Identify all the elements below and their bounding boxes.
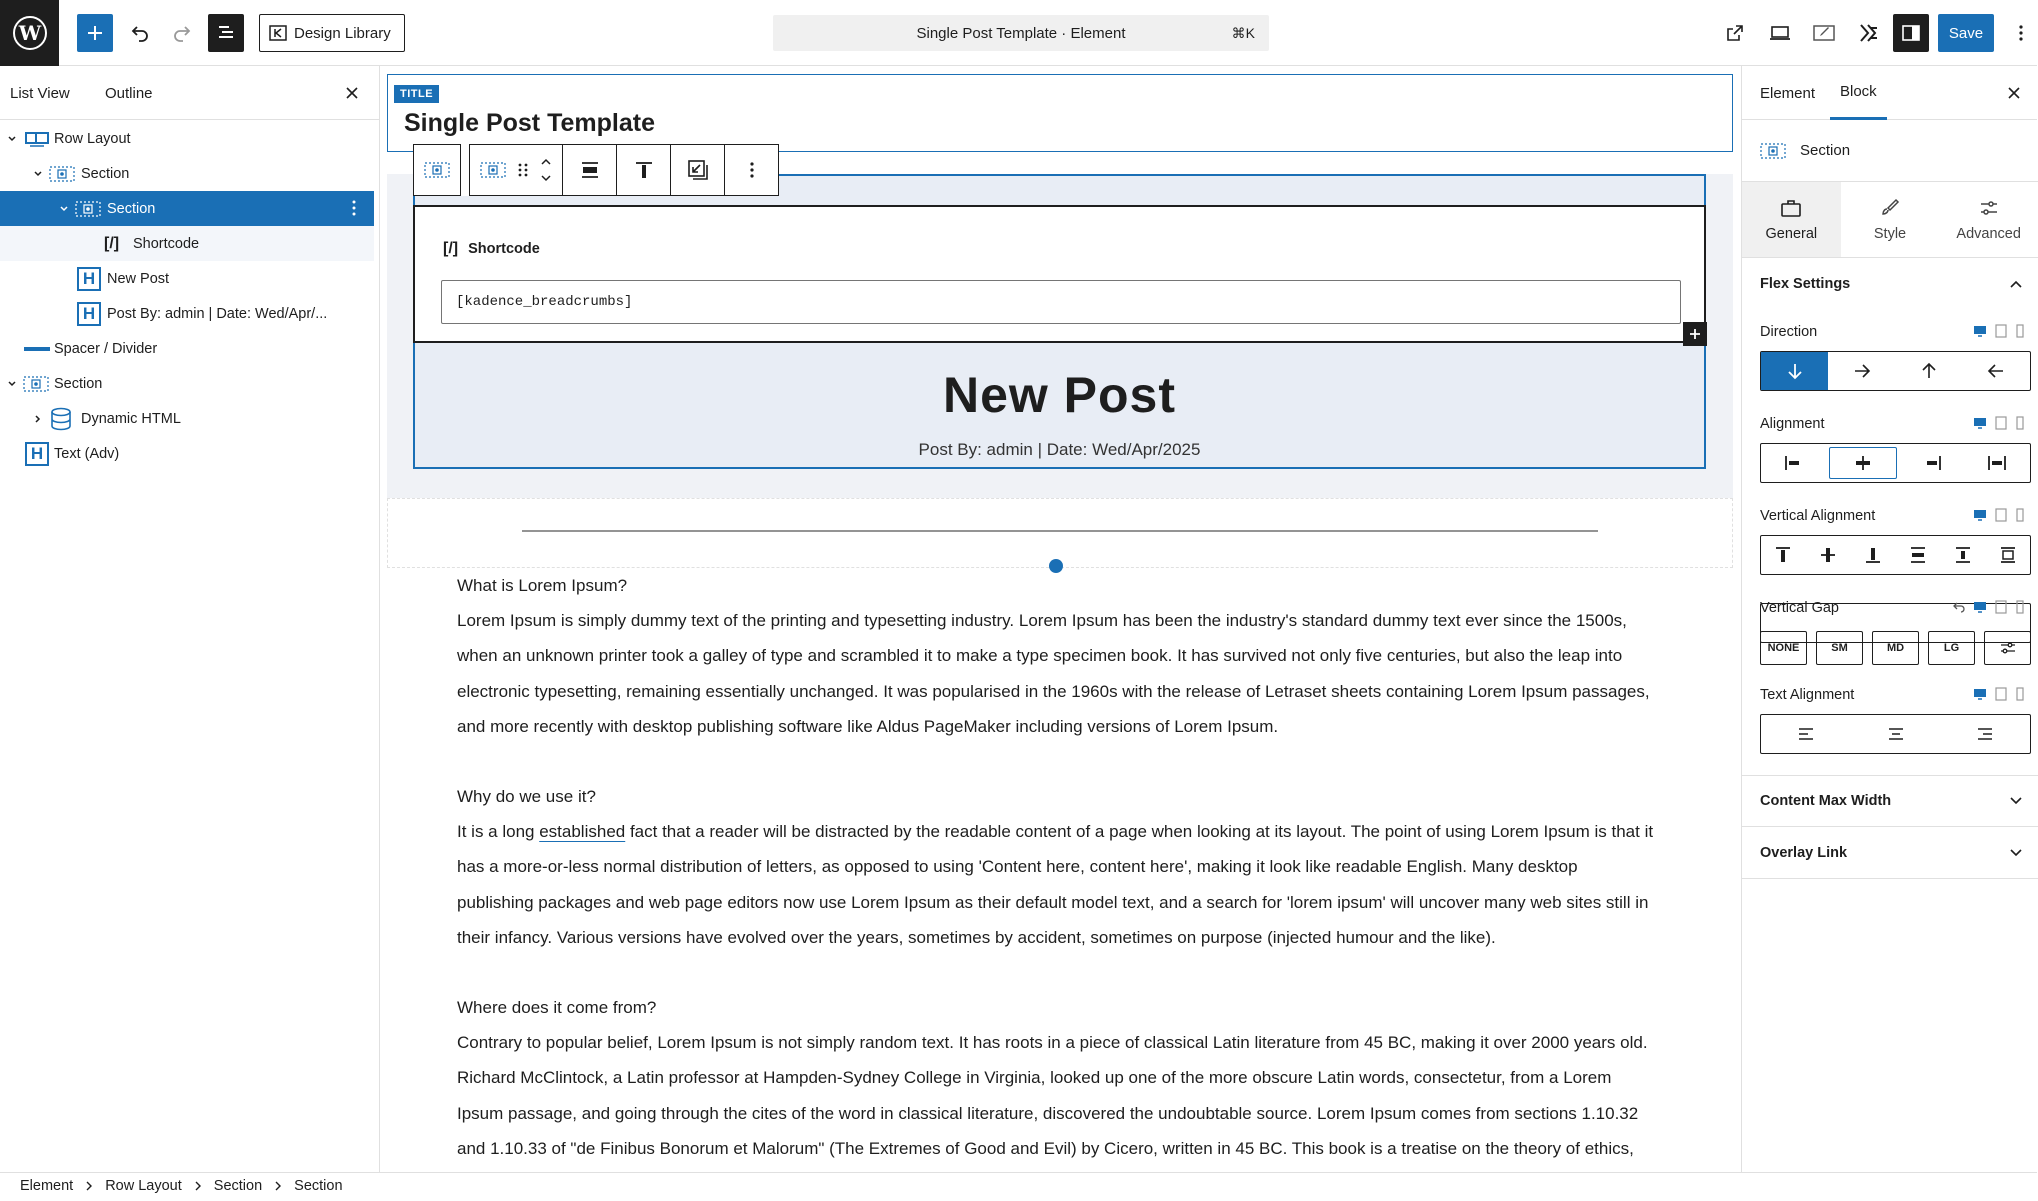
shortcode-block[interactable] xyxy=(413,205,1706,343)
gap-sm-button[interactable]: SM xyxy=(1816,631,1863,665)
block-switcher-group[interactable] xyxy=(469,144,563,196)
close-icon[interactable] xyxy=(2001,80,2027,106)
chevron-up-icon xyxy=(2010,280,2022,288)
select-parent-button[interactable] xyxy=(413,144,461,196)
block-options-icon[interactable] xyxy=(352,199,356,221)
overlay-link-header[interactable]: Overlay Link xyxy=(1742,827,2038,879)
toolbox-icon xyxy=(1780,198,1802,218)
wordpress-logo-icon[interactable] xyxy=(0,0,59,66)
shortcode-icon: [/] xyxy=(104,234,120,252)
tree-item-label: Dynamic HTML xyxy=(81,410,181,427)
breadcrumb-item[interactable]: Row Layout xyxy=(105,1177,182,1194)
tree-item-shortcode[interactable] xyxy=(0,226,374,261)
edit-screen-icon[interactable] xyxy=(1806,14,1842,52)
text-align-center-button[interactable] xyxy=(1851,715,1941,753)
direction-horizontal-button[interactable] xyxy=(1828,352,1895,390)
direction-vertical-reverse-button[interactable] xyxy=(1896,352,1963,390)
drag-handle-icon[interactable] xyxy=(518,162,528,178)
tab-element[interactable]: Element xyxy=(1760,84,1816,102)
content-max-width-header[interactable]: Content Max Width xyxy=(1742,775,2038,827)
tablet-icon[interactable] xyxy=(1995,416,2007,430)
desktop-icon[interactable] xyxy=(1973,687,1987,701)
divider-line xyxy=(522,530,1598,532)
breadcrumb-item[interactable]: Element xyxy=(20,1177,74,1194)
heading-icon: H xyxy=(77,302,101,326)
content-paragraph: Contrary to popular belief, Lorem Ipsum is not simply random text. It has roots in a piece of classical Latin literature from 45 BC, making it over 2000 years old. Richard McClintock, a Latin professor at Hampden-Sydney College in Virginia, looked up one of the more obscure Latin words, consectetur, from a Lorem Ipsum passage, and going through the cites of the word in classical literature, discovered the undoubtable source. Lorem Ipsum comes from sections 1.10.32 and 1.10.33 of "de Finibus Bonorum et Malorum" (The Extremes of Good and Evil) by Cicero, written in 45 BC. This book is a treatise on the theory of ethics, xyxy=(457,1033,1648,1158)
mobile-icon[interactable] xyxy=(2015,508,2025,522)
tree-item-label: Text (Adv) xyxy=(54,445,120,462)
tree-item-section-2[interactable] xyxy=(0,366,374,401)
text-alignment-label: Text Alignment xyxy=(1760,687,1855,703)
post-meta-heading[interactable]: Post By: admin | Date: Wed/Apr/2025 xyxy=(918,440,1201,459)
tree-item-label: Spacer / Divider xyxy=(54,340,158,357)
mobile-icon[interactable] xyxy=(2015,687,2025,701)
tree-item-label: Section xyxy=(107,200,156,217)
align-stretch-button[interactable] xyxy=(1965,444,2030,482)
shortcode-header xyxy=(443,240,540,258)
document-overview-button[interactable] xyxy=(208,14,244,52)
block-options-button[interactable] xyxy=(725,144,779,196)
copy-styles-toolbar-button[interactable] xyxy=(671,144,725,196)
tree-item-label: Post By: admin | Date: Wed/Apr/... xyxy=(107,305,328,322)
gap-none-button[interactable]: NONE xyxy=(1760,631,1807,665)
tree-item-dynamic-html[interactable] xyxy=(0,401,374,436)
top-toolbar xyxy=(0,0,2037,66)
paintbrush-icon xyxy=(1880,198,1900,218)
desktop-icon[interactable] xyxy=(1973,416,1987,430)
content-heading: Where does it come from? xyxy=(457,998,657,1018)
tree-item-spacer-divider[interactable] xyxy=(0,331,374,366)
justify-toolbar-button[interactable] xyxy=(563,144,617,196)
view-post-external-icon[interactable] xyxy=(1717,14,1753,52)
heading-icon: H xyxy=(77,267,101,291)
align-center-button[interactable] xyxy=(1829,447,1896,479)
section-icon xyxy=(23,372,49,396)
vertical-alignment-label: Vertical Alignment xyxy=(1760,508,1876,524)
sliders-icon xyxy=(2000,641,2016,655)
tablet-icon[interactable] xyxy=(1995,600,2007,614)
valign-top-button[interactable] xyxy=(1761,536,1806,574)
align-right-button[interactable] xyxy=(1900,444,1965,482)
tree-item-label: Section xyxy=(54,375,103,392)
add-block-inline-button[interactable] xyxy=(1683,322,1707,346)
tab-outline[interactable]: Outline xyxy=(105,84,153,102)
mobile-icon[interactable] xyxy=(2015,416,2025,430)
shortcode-label: Shortcode xyxy=(468,241,540,257)
post-title-heading[interactable]: New Post xyxy=(942,367,1177,423)
chevron-right-icon xyxy=(194,1181,202,1191)
chevron-right-icon xyxy=(274,1181,282,1191)
direction-label: Direction xyxy=(1760,324,1818,340)
direction-vertical-button[interactable] xyxy=(1761,352,1828,390)
desktop-icon[interactable] xyxy=(1973,324,1987,338)
dynamic-html-content[interactable] xyxy=(457,568,1657,1201)
tree-item-label: Section xyxy=(81,165,130,182)
alignment-control xyxy=(1760,443,2031,483)
responsive-device-icons xyxy=(1973,508,2025,522)
move-up-down-icon[interactable] xyxy=(540,156,552,184)
divider-icon xyxy=(24,337,50,361)
mobile-icon[interactable] xyxy=(2015,324,2025,338)
content-paragraph: Lorem Ipsum is simply dummy text of the printing and typesetting industry. Lorem Ipsum has been the industry's standard dummy text ever since the 1500s, when an unknown printer took a galley of type and scrambled it to make a type specimen book. It has survived not only five centuries, but also the leap into electronic typesetting, remaining essentially unchanged. It was popularised in the 1960s with the release of Letraset sheets containing Lorem Ipsum passages, and more recently with desktop publishing software like Aldus PageMaker including versions of Lorem Ipsum. xyxy=(457,611,1650,736)
reset-icon[interactable] xyxy=(1953,601,1965,613)
design-library-label: Design Library xyxy=(294,24,391,42)
title-badge: TITLE xyxy=(394,85,439,103)
section-icon xyxy=(75,197,101,221)
chevron-down-icon[interactable] xyxy=(5,132,19,146)
shortcode-input[interactable]: [kadence_breadcrumbs] xyxy=(441,280,1681,324)
text-align-left-button[interactable] xyxy=(1761,715,1851,753)
section-icon xyxy=(1760,143,1786,159)
chevron-down-icon xyxy=(2010,849,2022,857)
responsive-device-icons xyxy=(1973,324,2025,338)
command-bar-shortcut: ⌘K xyxy=(1231,24,1255,41)
tree-item-section-selected[interactable] xyxy=(0,191,374,226)
tree-item-label: Shortcode xyxy=(133,235,200,252)
vertical-align-toolbar-button[interactable] xyxy=(617,144,671,196)
responsive-device-icons xyxy=(1953,600,2025,614)
flex-settings-header[interactable]: Flex Settings xyxy=(1742,258,2038,310)
gap-md-button[interactable]: MD xyxy=(1872,631,1919,665)
tablet-icon[interactable] xyxy=(1995,324,2007,338)
valign-space-around-button[interactable] xyxy=(1940,536,1985,574)
content-paragraph: It is a long established fact that a reader will be distracted by the readable content of a page when looking at its layout. The point of using Lorem Ipsum is that it has a more-or-less normal distribution of letters, as opposed to using 'Content here, content here', making it look like readable English. Many desktop publishing packages and web page editors now use Lorem Ipsum as their default model text, and a search for 'lorem ipsum' will uncover many web sites still in their infancy. Various versions have evolved over the years, sometimes by accident, sometimes on purpose (injected humour and the like). xyxy=(457,822,1654,947)
redo-button[interactable] xyxy=(164,14,200,52)
block-breadcrumb xyxy=(0,1172,2037,1198)
tab-general[interactable]: General xyxy=(1742,182,1841,257)
settings-tabs xyxy=(1742,66,2037,120)
chevron-right-icon[interactable] xyxy=(31,412,45,426)
design-library-icon xyxy=(268,23,288,43)
command-palette-bar[interactable] xyxy=(773,15,1269,51)
vertical-gap-control xyxy=(1760,631,2031,665)
section-icon xyxy=(480,162,506,178)
svg-text:W: W xyxy=(18,21,41,45)
tree-item-new-post[interactable] xyxy=(0,261,374,296)
valign-center-button[interactable] xyxy=(1806,536,1851,574)
shortcode-icon: [/] xyxy=(443,240,459,257)
direction-control xyxy=(1760,351,2031,391)
block-card xyxy=(1742,120,2038,182)
settings-subtabs xyxy=(1742,182,2038,258)
align-left-button[interactable] xyxy=(1761,444,1826,482)
direction-horizontal-reverse-button[interactable] xyxy=(1963,352,2030,390)
desktop-icon[interactable] xyxy=(1973,600,1987,614)
tab-list-view[interactable]: List View xyxy=(10,84,70,102)
editor-canvas[interactable] xyxy=(381,66,1740,1172)
tree-item-section[interactable] xyxy=(0,156,374,191)
mobile-icon[interactable] xyxy=(2015,600,2025,614)
responsive-device-icons xyxy=(1973,687,2025,701)
design-library-button[interactable] xyxy=(259,14,405,52)
add-block-button[interactable] xyxy=(77,14,113,52)
more-vertical-icon xyxy=(750,161,754,179)
tree-item-text-adv[interactable] xyxy=(0,436,374,471)
close-icon[interactable] xyxy=(339,80,365,106)
chevron-down-icon[interactable] xyxy=(57,202,71,216)
list-view-tabs xyxy=(0,66,379,120)
spellcheck-underline[interactable]: established xyxy=(539,822,626,842)
device-preview-icon[interactable] xyxy=(1762,14,1798,52)
tree-item-row-layout[interactable] xyxy=(0,121,374,156)
section-icon xyxy=(424,162,450,178)
breadcrumb-item[interactable]: Section xyxy=(294,1177,343,1194)
chevron-down-icon[interactable] xyxy=(5,377,19,391)
vertical-alignment-control xyxy=(1760,535,2031,575)
save-button[interactable]: Save xyxy=(1938,14,1994,52)
tablet-icon[interactable] xyxy=(1995,508,2007,522)
content-heading: Why do we use it? xyxy=(457,787,596,807)
template-title-block[interactable] xyxy=(387,74,1733,152)
chevron-down-icon[interactable] xyxy=(31,167,45,181)
breadcrumb-item[interactable]: Section xyxy=(213,1177,263,1194)
chevron-right-icon xyxy=(85,1181,93,1191)
valign-bottom-button[interactable] xyxy=(1851,536,1896,574)
text-alignment-control xyxy=(1760,714,2031,754)
settings-sidebar-toggle-icon[interactable] xyxy=(1893,14,1929,52)
more-options-icon[interactable] xyxy=(2010,14,2032,52)
alignment-label: Alignment xyxy=(1760,416,1825,432)
command-bar-title: Single Post Template · Element xyxy=(916,24,1126,42)
chevron-down-icon xyxy=(2010,797,2022,805)
content-heading: What is Lorem Ipsum? xyxy=(457,576,628,595)
tree-item-post-meta[interactable] xyxy=(0,296,374,331)
gap-lg-button[interactable]: LG xyxy=(1928,631,1975,665)
settings-sidebar xyxy=(1741,66,2037,1172)
section-icon xyxy=(49,162,75,186)
list-view-panel xyxy=(0,66,380,1172)
spacer-divider-block[interactable] xyxy=(387,498,1733,568)
tab-advanced[interactable]: Advanced xyxy=(1939,182,2038,257)
tree-item-label: New Post xyxy=(107,270,170,287)
valign-stretch-button[interactable] xyxy=(1985,536,2030,574)
sliders-icon xyxy=(1979,198,1999,218)
block-toolbar xyxy=(413,144,779,196)
row-layout-icon xyxy=(24,127,50,151)
tab-style[interactable]: Style xyxy=(1841,182,1940,257)
vertical-gap-label: Vertical Gap xyxy=(1760,600,1839,616)
block-card-title: Section xyxy=(1800,142,1851,159)
heading-icon: H xyxy=(25,442,49,466)
responsive-device-icons xyxy=(1973,416,2025,430)
tablet-icon[interactable] xyxy=(1995,687,2007,701)
tab-block[interactable]: Block xyxy=(1830,66,1887,120)
text-align-right-button[interactable] xyxy=(1940,715,2030,753)
undo-button[interactable] xyxy=(122,14,158,52)
database-icon xyxy=(50,407,72,431)
kadence-blocks-icon[interactable] xyxy=(1850,14,1886,52)
desktop-icon[interactable] xyxy=(1973,508,1987,522)
valign-space-between-button[interactable] xyxy=(1895,536,1940,574)
template-title[interactable]: Single Post Template xyxy=(404,109,655,137)
gap-custom-button[interactable] xyxy=(1984,631,2031,665)
tree-item-label: Row Layout xyxy=(54,130,131,147)
